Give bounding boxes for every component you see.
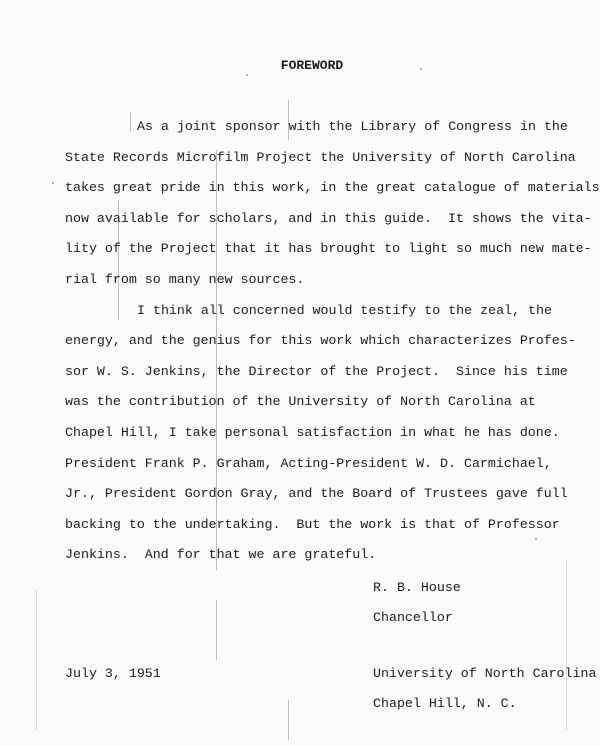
scan-speck [535, 538, 537, 540]
text-line: rial from so many new sources. [65, 271, 305, 287]
document-body [65, 112, 600, 571]
text-line: State Records Microfilm Project the University of North Carolina [65, 149, 576, 165]
text-line: energy, and the genius for this work which characterizes Profes- [65, 333, 576, 349]
text-line: was the contribution of the University of North Carolina at [65, 394, 536, 410]
text-line: sor W. S. Jenkins, the Director of the Project. Since his time [65, 363, 568, 379]
signatory-name: R. B. House [373, 580, 461, 595]
text-line: I think all concerned would testify to the zeal, the [137, 302, 552, 318]
scan-crease-line [566, 560, 567, 730]
scan-speck [52, 182, 54, 184]
text-line: now available for scholars, and in this guide. It shows the vita- [65, 210, 592, 226]
text-line: Jr., President Gordon Gray, and the Board of Trustees gave full [65, 486, 568, 502]
text-line: President Frank P. Graham, Acting-President W. D. Carmichael, [65, 455, 552, 471]
scan-crease-line [36, 590, 37, 730]
signatory-location: Chapel Hill, N. C. [373, 696, 517, 711]
text-line: backing to the undertaking. But the work is that of Professor [65, 516, 560, 532]
scan-crease-line [216, 600, 217, 660]
signatory-institution: University of North Carolina [373, 666, 597, 681]
document-date: July 3, 1951 [65, 666, 161, 681]
signatory-title: Chancellor [373, 610, 453, 625]
scan-speck [246, 74, 248, 76]
text-line: As a joint sponsor with the Library of Congress in the [137, 119, 568, 134]
text-line: takes great pride in this work, in the great catalogue of materials [65, 180, 600, 196]
scan-crease-line [288, 700, 289, 740]
text-line: lity of the Project that it has brought to light so much new mate- [65, 241, 592, 257]
document-title: FOREWORD [280, 58, 344, 73]
text-line: Chapel Hill, I take personal satisfaction in what he has done. [65, 424, 560, 440]
text-line: Jenkins. And for that we are grateful. [65, 547, 377, 563]
